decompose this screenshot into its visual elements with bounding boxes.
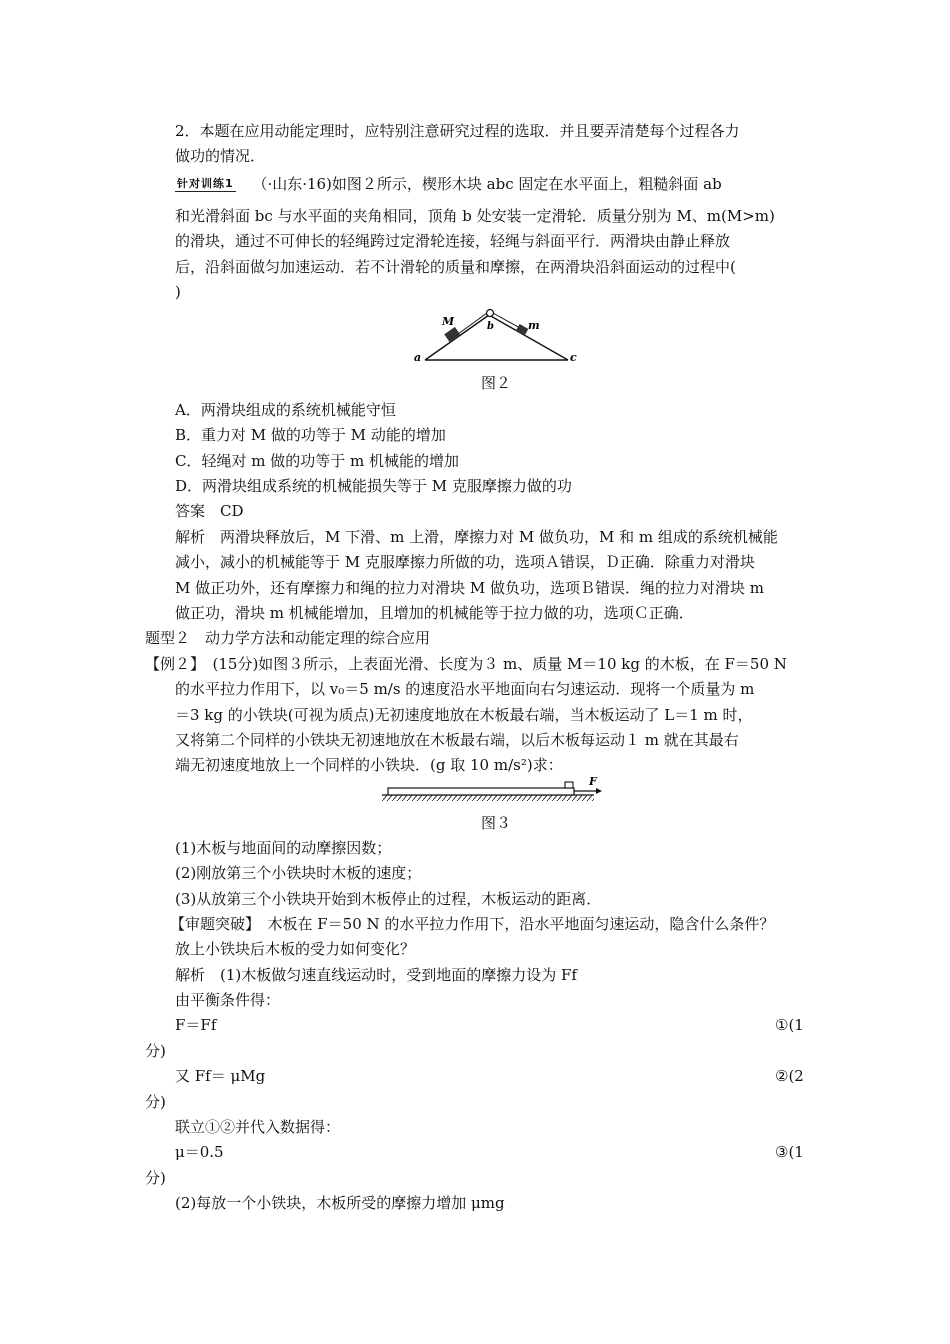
figure-3-board — [378, 776, 608, 806]
equation-1: F＝Ff — [175, 1016, 217, 1034]
analysis-1-line-3: M 做正功外，还有摩擦力和绳的拉力对滑块 M 做负功，选项Ｂ错误．绳的拉力对滑块 m — [175, 579, 765, 597]
answer: 答案 CD — [175, 502, 244, 520]
pulley-icon — [487, 310, 494, 317]
analysis-2-line-4: (2)每放一个小铁块，木板所受的摩擦力增加 μmg — [175, 1194, 505, 1212]
label-b: b — [487, 321, 494, 332]
question-1: (1)木板与地面间的动摩擦因数； — [175, 839, 392, 857]
training-tag: 针对训练1 — [177, 177, 234, 190]
ground-hatch — [382, 795, 594, 801]
training-line-2: 和光滑斜面 bc 与水平面的夹角相同，顶角 b 处安装一定滑轮．质量分别为 M、m(M>m) — [175, 207, 775, 225]
equation-2: 又 Ff＝ μMg — [175, 1067, 266, 1085]
analysis-2-line-3: 联立①②并代入数据得： — [175, 1118, 341, 1136]
training-line-1 — [175, 173, 722, 195]
block-M — [444, 327, 460, 343]
label-c: c — [570, 351, 577, 364]
equation-3: μ＝0.5 — [175, 1143, 224, 1161]
training-line-5: ) — [175, 283, 181, 301]
example-2-line-1: 【例２】 (15分)如图３所示，上表面光滑、长度为３ m、质量 M＝10 kg 的木板，在 F＝50 N — [145, 655, 787, 673]
force-arrow-head-icon — [596, 788, 602, 794]
iron-block — [565, 782, 573, 788]
figure-3-caption: 图３ — [481, 814, 512, 832]
breakthrough-line-2: 放上小铁块后木板的受力如何变化？ — [175, 940, 416, 958]
example-2-line-4: 又将第二个同样的小铁块无初速地放在木板最右端，以后木板每运动１ m 就在其最右 — [175, 731, 739, 749]
question-3: (3)从放第三个小铁块开始到木板停止的过程，木板运动的距离． — [175, 890, 602, 908]
question-2: (2)刚放第三个小铁块时木板的速度； — [175, 864, 422, 882]
equation-2-mark: ②(2 — [775, 1067, 804, 1085]
analysis-2-line-1: 解析 (1)木板做匀速直线运动时，受到地面的摩擦力设为 Ff — [175, 966, 577, 984]
example-2-line-5: 端无初速度地放上一个同样的小铁块．(g 取 10 m/s²)求： — [175, 756, 563, 774]
breakthrough-line-1: 【审题突破】 木板在 F＝50 N 的水平拉力作用下，沿水平地面匀速运动，隐含什么条件？ — [170, 915, 775, 933]
option-b: B．重力对 M 做的功等于 M 动能的增加 — [175, 426, 446, 444]
equation-1-score: 分) — [145, 1042, 166, 1060]
block-m — [516, 324, 529, 336]
analysis-2-line-2: 由平衡条件得： — [175, 991, 281, 1009]
equation-3-mark: ③(1 — [775, 1143, 804, 1161]
training-text-1: （·山东·16)如图２所示，楔形木块 abc 固定在水平面上，粗糙斜面 ab — [252, 175, 722, 193]
figure-2-caption: 图２ — [481, 374, 512, 392]
example-2-line-3: ＝3 kg 的小铁块(可视为质点)无初速度地放在木板最右端，当木板运动了 L＝1 m 时， — [175, 706, 753, 724]
option-a: A．两滑块组成的系统机械能守恒 — [175, 401, 396, 419]
note-2-line-1: 2．本题在应用动能定理时，应特别注意研究过程的选取．并且要弄清楚每个过程各力 — [175, 122, 740, 140]
label-a: a — [414, 351, 422, 364]
training-line-4: 后，沿斜面做匀加速运动．若不计滑轮的质量和摩擦，在两滑块沿斜面运动的过程中( — [175, 258, 736, 276]
type-2-heading: 题型２ 动力学方法和动能定理的综合应用 — [145, 629, 431, 647]
wood-board — [388, 788, 574, 795]
equation-2-score: 分) — [145, 1093, 166, 1111]
training-line-3: 的滑块，通过不可伸长的轻绳跨过定滑轮连接，轻绳与斜面平行．两滑块由静止释放 — [175, 232, 731, 250]
equation-3-score: 分) — [145, 1169, 166, 1187]
label-F: F — [589, 776, 597, 788]
example-2-line-2: 的水平拉力作用下，以 v₀＝5 m/s 的速度沿水平地面向右匀速运动．现将一个质量为 m — [175, 680, 755, 698]
option-c: C．轻绳对 m 做的功等于 m 机械能的增加 — [175, 452, 459, 470]
analysis-1-line-1: 解析 两滑块释放后，M 下滑、m 上滑，摩擦力对 M 做负功，M 和 m 组成的系统机械能 — [175, 528, 778, 546]
label-m: m — [528, 319, 540, 332]
figure-2-wedge — [410, 305, 580, 367]
note-2-line-2: 做功的情况． — [175, 147, 266, 165]
equation-1-mark: ①(1 — [775, 1016, 804, 1034]
analysis-1-line-2: 减小，减小的机械能等于 M 克服摩擦力所做的功，选项Ａ错误，Ｄ正确．除重力对滑块 — [175, 553, 755, 571]
analysis-1-line-4: 做正功，滑块 m 机械能增加，且增加的机械能等于拉力做的功，选项Ｃ正确． — [175, 604, 694, 622]
rope-left — [458, 313, 487, 334]
option-d: D．两滑块组成系统的机械能损失等于 M 克服摩擦力做的功 — [175, 477, 572, 495]
label-M: M — [442, 315, 455, 328]
